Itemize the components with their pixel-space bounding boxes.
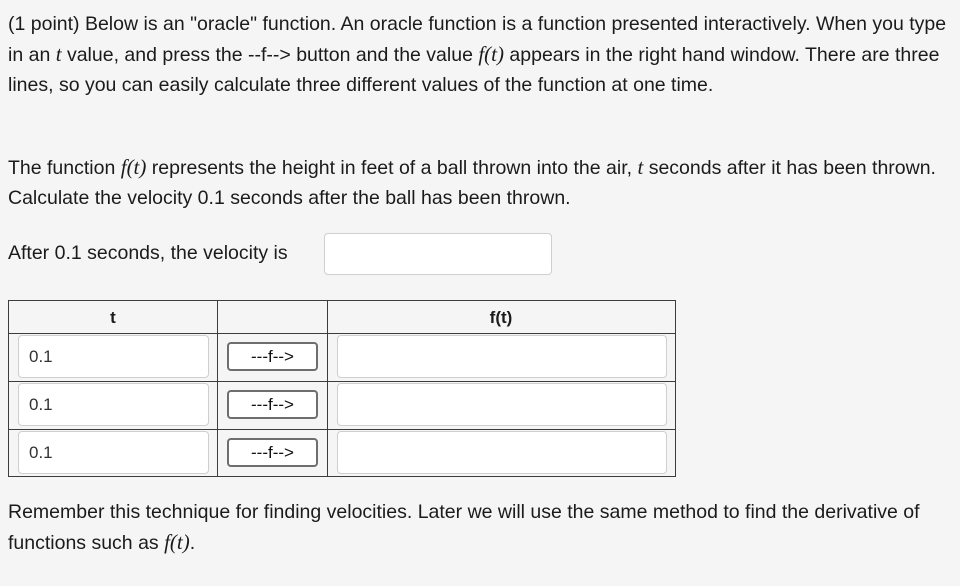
math-function-f-of-t: f(t) (120, 155, 147, 179)
closing-text-tail: . (189, 532, 196, 554)
closing-paragraph (8, 497, 954, 558)
closing-text-lead: Remember this technique for finding velocities. Later we will use the same method to find the derivative of functions such as (8, 501, 920, 554)
intro-paragraph (8, 9, 954, 100)
math-variable-t: t (55, 42, 62, 66)
table-row-divider (9, 429, 675, 430)
math-variable-t: t (637, 155, 644, 179)
math-function-f-of-t: f(t) (164, 530, 190, 554)
t-input-row-1[interactable] (18, 335, 209, 378)
problem-text-mid: represents the height in feet of a ball thrown into the air, (146, 157, 638, 179)
table-header-f-of-t: f(t) (489, 308, 513, 327)
f-output-row-1[interactable] (337, 335, 667, 378)
intro-text-mid: value, and press the --f--> button and the value (61, 44, 479, 66)
oracle-table (8, 300, 676, 477)
table-row-divider (9, 333, 675, 334)
table-header-button-column (217, 301, 327, 333)
intro-text-tail: appears in the right hand window. There are three lines, so you can easily calculate three different values of the function at one time. (8, 44, 940, 96)
evaluate-f-button-row-3[interactable]: ---f--> (227, 438, 318, 467)
f-output-row-2[interactable] (337, 383, 667, 426)
t-input-row-3[interactable] (18, 431, 209, 474)
f-output-row-3[interactable] (337, 431, 667, 474)
problem-paragraph (8, 152, 954, 213)
table-row-divider (9, 381, 675, 382)
answer-label: After 0.1 seconds, the velocity is (8, 242, 288, 264)
evaluate-f-button-row-2[interactable]: ---f--> (227, 390, 318, 419)
evaluate-f-button-row-1[interactable]: ---f--> (227, 342, 318, 371)
problem-text-lead: The function (8, 157, 121, 179)
problem-text-tail: seconds after it has been thrown. Calculate the velocity 0.1 seconds after the ball has been thrown. (8, 157, 936, 209)
velocity-answer-input[interactable] (324, 233, 552, 275)
intro-text-lead: (1 point) Below is an "oracle" function. An oracle function is a function presented interactively. When you type in an (8, 13, 947, 66)
table-header-t: t (110, 308, 116, 327)
t-input-row-2[interactable] (18, 383, 209, 426)
math-function-f-of-t: f(t) (478, 42, 504, 66)
